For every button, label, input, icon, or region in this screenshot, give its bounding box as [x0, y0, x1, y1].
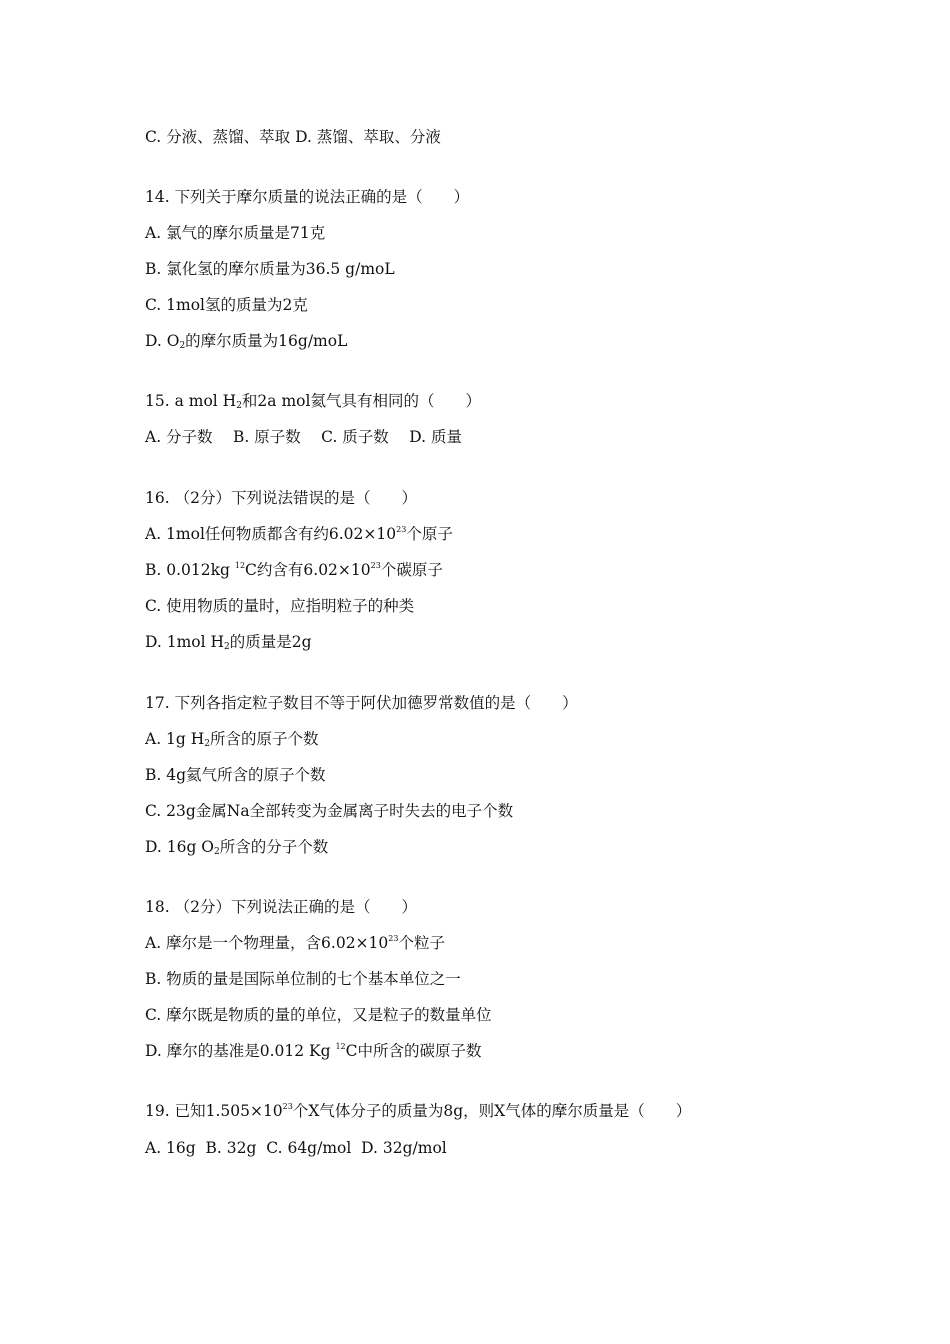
q16-option-b-text-end: 个碳原子	[380, 561, 443, 579]
q15-options: A. 分子数 B. 原子数 C. 质子数 D. 质量	[145, 428, 462, 446]
q18-stem: 18. （2分）下列说法正确的是（ ）	[145, 898, 417, 916]
q16-option-d-text-end: 的质量是2g	[229, 633, 312, 651]
superscript: 23	[282, 1102, 293, 1111]
q16-option-c: C. 使用物质的量时，应指明粒子的种类	[145, 597, 415, 615]
q18-option-d-text: D. 摩尔的基准是0.012 Kg	[145, 1042, 336, 1060]
q16-option-a	[145, 523, 453, 545]
q14-option-d-text-end: 的摩尔质量为16g/moL	[185, 332, 348, 350]
q15-stem-text: 15. a mol H	[145, 392, 237, 410]
q14-option-d-text: D. O	[145, 332, 180, 350]
subscript: 2	[224, 642, 230, 652]
q15-stem	[145, 390, 481, 412]
q16-option-a-text-end: 个原子	[406, 525, 453, 543]
superscript: 23	[396, 525, 407, 534]
q13-option-c: C. 分液、蒸馏、萃取 D. 蒸馏、萃取、分液	[145, 128, 441, 146]
q14-stem: 14. 下列关于摩尔质量的说法正确的是（ ）	[145, 188, 470, 206]
superscript: 12	[234, 561, 246, 570]
subscript: 2	[204, 739, 211, 749]
q14-option-d	[145, 330, 347, 352]
q19-options: A. 16g B. 32g C. 64g/mol D. 32g/mol	[145, 1139, 447, 1157]
q17-option-a-text-end: 所含的原子个数	[210, 730, 319, 748]
q14-option-a: A. 氯气的摩尔质量是71克	[145, 224, 326, 242]
q18-option-b: B. 物质的量是国际单位制的七个基本单位之一	[145, 970, 461, 988]
superscript: 12	[335, 1042, 346, 1051]
subscript: 2	[236, 401, 242, 411]
q18-option-a-text-end: 个粒子	[398, 934, 445, 952]
q19-stem-text: 19. 已知1.505×10	[145, 1102, 283, 1120]
q14-option-c: C. 1mol氢的质量为2克	[145, 296, 308, 314]
q17-option-a	[145, 728, 319, 750]
q18-option-a-text: A. 摩尔是一个物理量，含6.02×10	[145, 934, 389, 952]
q16-option-a-text: A. 1mol任何物质都含有约6.02×10	[145, 525, 397, 543]
q17-option-b: B. 4g氦气所含的原子个数	[145, 766, 326, 784]
q17-option-c: C. 23g金属Na全部转变为金属离子时失去的电子个数	[145, 802, 514, 820]
superscript: 23	[370, 561, 381, 570]
subscript: 2	[179, 341, 186, 351]
q18-option-d-text-end: C中所含的碳原子数	[345, 1042, 482, 1060]
q16-option-b	[145, 559, 443, 581]
q17-option-d-text: D. 16g O	[145, 838, 215, 856]
q16-option-d	[145, 631, 312, 653]
q17-option-d	[145, 836, 328, 858]
q14-option-b: B. 氯化氢的摩尔质量为36.5 g/moL	[145, 260, 395, 278]
q17-stem: 17. 下列各指定粒子数目不等于阿伏加德罗常数值的是（ ）	[145, 694, 578, 712]
q16-stem: 16. （2分）下列说法错误的是（ ）	[145, 489, 417, 507]
q16-option-d-text: D. 1mol H	[145, 633, 225, 651]
q18-option-d	[145, 1040, 482, 1062]
q19-stem-text-end: 个X气体分子的质量为8g，则X气体的摩尔质量是（ ）	[292, 1102, 692, 1120]
superscript: 23	[388, 934, 399, 943]
q17-option-a-text: A. 1g H	[145, 730, 205, 748]
q17-option-d-text-end: 所含的分子个数	[219, 838, 329, 856]
q15-stem-text-end: 和2a mol氦气具有相同的（ ）	[241, 392, 481, 410]
q16-option-b-text: B. 0.012kg	[145, 561, 235, 579]
q18-option-c: C. 摩尔既是物质的量的单位，又是粒子的数量单位	[145, 1006, 492, 1024]
subscript: 2	[214, 847, 220, 857]
q16-option-b-text-mid: C约含有6.02×10	[245, 561, 371, 579]
q18-option-a	[145, 932, 445, 954]
q19-stem	[145, 1100, 691, 1122]
